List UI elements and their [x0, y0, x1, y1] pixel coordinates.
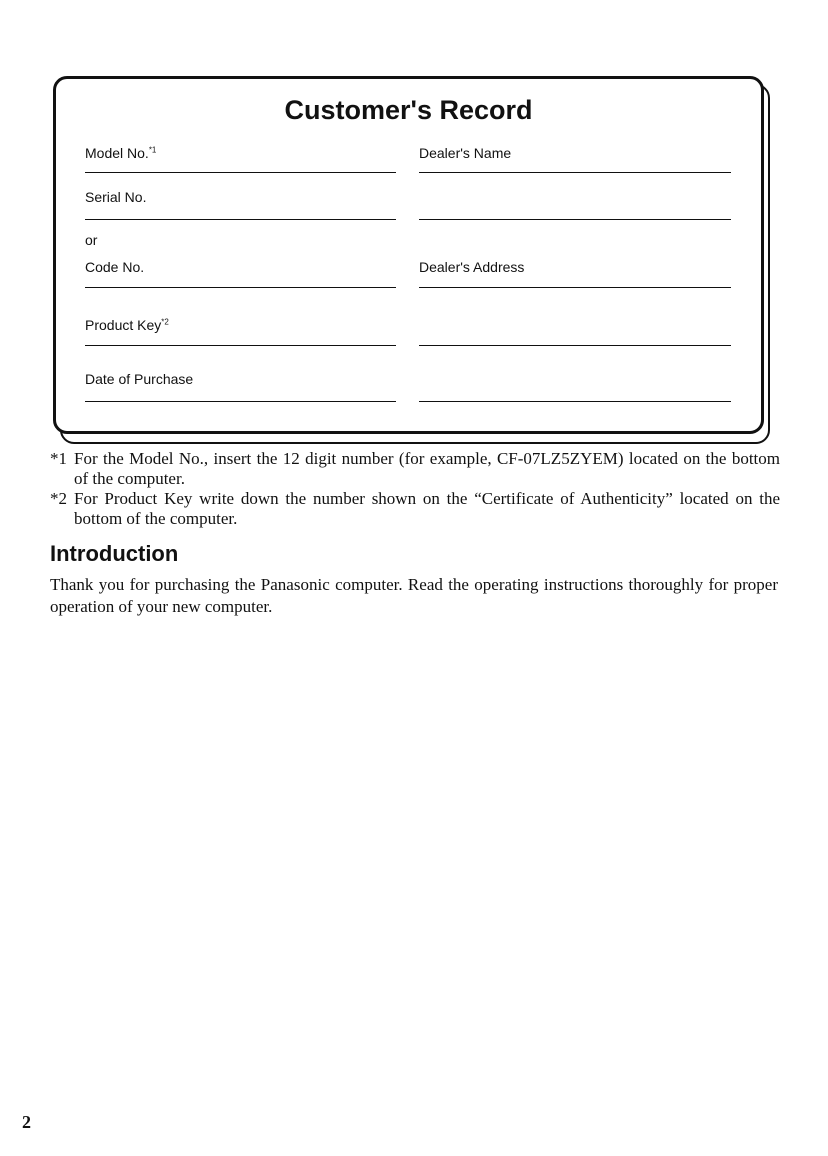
footnote-mark-2: *2 [50, 489, 67, 508]
footnote-ref-1: *1 [148, 145, 157, 155]
footnote-mark-1: *1 [50, 449, 67, 468]
footnote-text-1: For the Model No., insert the 12 digit number (for example, CF-07LZ5ZYEM) located on the bottom of the computer. [74, 449, 780, 488]
footnote-2 [50, 489, 780, 529]
dealer-name-field-2[interactable] [419, 219, 731, 220]
dealer-address-field[interactable] [419, 287, 731, 288]
dealer-address-field-3[interactable] [419, 401, 731, 402]
serial-no-label: Serial No. [85, 189, 147, 205]
serial-no-field[interactable] [85, 219, 396, 220]
date-of-purchase-label: Date of Purchase [85, 371, 194, 387]
footnote-1 [50, 449, 780, 489]
page-number: 2 [22, 1112, 31, 1132]
customers-record-card [53, 76, 764, 434]
footnote-text-2: For Product Key write down the number shown on the “Certificate of Authenticity” located on the bottom of the computer. [74, 489, 780, 528]
footnote-ref-2: *2 [161, 317, 169, 327]
code-no-field[interactable] [85, 287, 396, 288]
product-key-label: Product Key$^{*2}$ [85, 317, 169, 333]
date-of-purchase-field[interactable] [85, 401, 396, 402]
model-no-label: Model No.$^{*1}$ [85, 145, 157, 161]
product-key-field[interactable] [85, 345, 396, 346]
dealer-address-label: Dealer's Address [419, 259, 525, 275]
card-title: Customer's Record [284, 95, 533, 125]
dealer-name-label: Dealer's Name [419, 145, 512, 161]
introduction-body: Thank you for purchasing the Panasonic computer. Read the operating instructions thoroughly for proper operation of your new computer. [50, 575, 778, 616]
or-label: or [85, 232, 98, 248]
section-heading-introduction: Introduction [50, 541, 179, 566]
dealer-name-field[interactable] [419, 172, 731, 173]
model-no-field[interactable] [85, 172, 396, 173]
dealer-address-field-2[interactable] [419, 345, 731, 346]
code-no-label: Code No. [85, 259, 145, 275]
